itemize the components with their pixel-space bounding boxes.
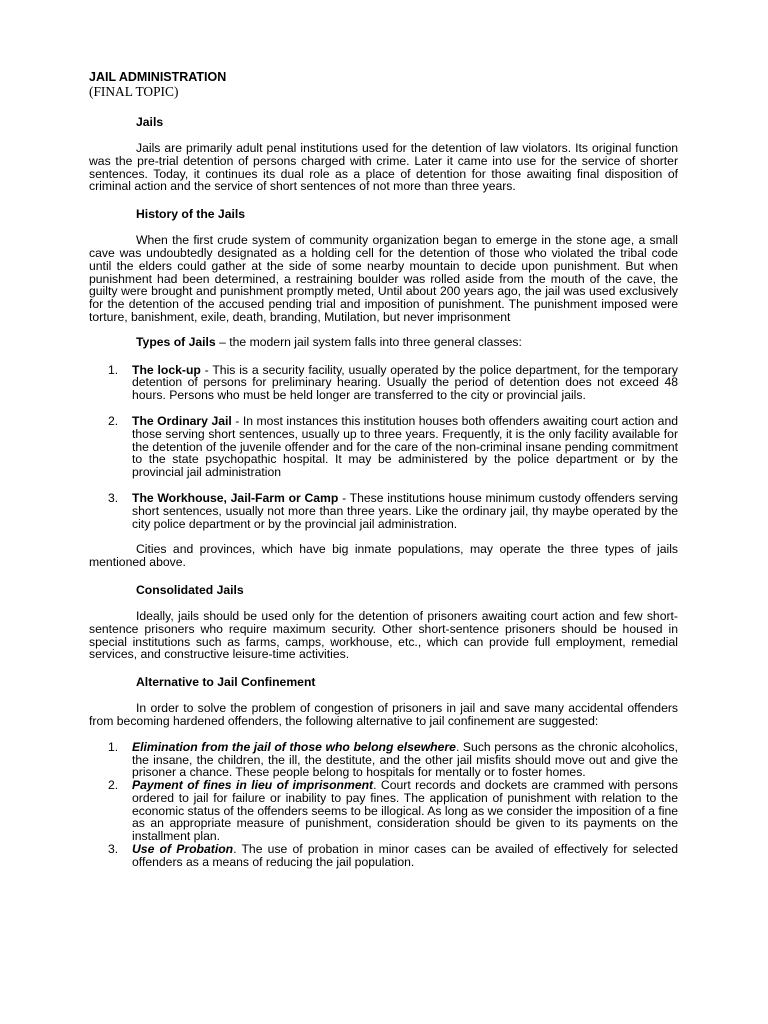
list-item-text: - These institutions house minimum custody offenders serving short sentences, usually not more than three years. Like the ordinary jail, thy maybe operated by the city police department or by the provincial jail administration. — [132, 490, 678, 531]
section-heading-history: History of the Jails — [136, 207, 246, 222]
list-item-term: The lock-up — [132, 362, 201, 377]
list-item-number: 3. — [108, 490, 119, 505]
list-item-term: The Ordinary Jail — [132, 413, 232, 428]
paragraph-alternative: In order to solve the problem of congestion of prisoners in jail and save many accidental offenders from becoming hardened offenders, the following alternative to jail confinement are suggested: — [89, 701, 678, 728]
alternatives-list — [89, 741, 678, 869]
list-item-number: 2. — [108, 413, 119, 428]
list-item-number: 1. — [108, 739, 119, 754]
list-item-term: The Workhouse, Jail-Farm or Camp — [132, 490, 339, 505]
paragraph-jails: Jails are primarily adult penal institutions used for the detention of law violators. Its original function was the pre-trial detention of persons charged with crime. Later it came into use for the service of shorter sentences. Today, it continues its dual role as a place of detention for those awaiting final disposition of criminal action and the service of short sentences of not more than three years. — [89, 141, 678, 194]
list-item — [89, 492, 678, 530]
types-intro-text: – the modern jail system falls into three general classes: — [215, 334, 522, 349]
paragraph-history: When the first crude system of community organization began to emerge in the stone age, a small cave was undoubtedly designated as a holding cell for the detention of those who violated the tribal code until the elders could gather at the side of some nearby mountain to decide upon punishment. But when punishment had been determined, a restraining boulder was rolled aside from the mouth of the cave, the guilty were brought and punishment promptly meted, Until about 200 years ago, the jail was used exclusively for the detention of the accused pending trial and imposition of punishment. The punishment imposed were torture, banishment, exile, death, branding, Mutilation, but never imprisonment — [89, 233, 678, 324]
types-intro — [136, 336, 678, 349]
list-item-term: Payment of fines in lieu of imprisonment — [132, 778, 374, 793]
list-item-text: . Such persons as the chronic alcoholics, the insane, the children, the ill, the destitute, and the other jail misfits should move out and give the prisoner a chance. These people belong to hospitals for mentally or to foster homes. — [132, 739, 678, 780]
list-item — [89, 779, 678, 843]
section-heading-jails: Jails — [136, 115, 164, 129]
paragraph-types-closing: Cities and provinces, which have big inmate populations, may operate the three types of jails mentioned above. — [89, 542, 678, 570]
list-item-text: - In most instances this institution houses both offenders awaiting court action and those serving short sentences, usually up to three years. Frequently, it is the only facility available for the detention of the juvenile offender and for the care of the non-criminal insane pending commitment to the state psychopathic hospital. It may be administered by the police department or by the provincial jail administration — [132, 413, 678, 480]
list-item — [89, 843, 678, 869]
list-item — [89, 415, 678, 479]
section-heading-alternative: Alternative to Jail Confinement — [136, 675, 316, 690]
section-heading-consolidated: Consolidated Jails — [136, 582, 244, 597]
list-item-number: 3. — [108, 842, 119, 857]
document-subtitle: (FINAL TOPIC) — [89, 84, 179, 99]
types-list — [89, 364, 678, 531]
document-title: JAIL ADMINISTRATION — [89, 70, 227, 84]
list-item — [89, 741, 678, 779]
list-item-term: Elimination from the jail of those who belong elsewhere — [132, 739, 456, 754]
list-item — [89, 364, 678, 402]
list-item-text: - This is a security facility, usually operated by the police department, for the temporary detention of persons for preliminary hearing. Usually the period of detention does not exceed 48 hours. Persons who must be held longer are transferred to the city or provincial jails. — [132, 362, 678, 403]
list-item-number: 2. — [108, 778, 119, 793]
paragraph-consolidated: Ideally, jails should be used only for the detention of prisoners awaiting court action and few short-sentence prisoners who require maximum security. Other short-sentence prisoners should be housed in special institutions such as farms, camps, workhouse, etc., which can provide full employment, remedial services, and constructive leisure-time activities. — [89, 608, 678, 662]
list-item-number: 1. — [108, 362, 119, 377]
types-intro-label: Types of Jails — [136, 334, 216, 349]
list-item-text: . The use of probation in minor cases can be availed of effectively for selected offenders as a means of reducing the jail population. — [132, 842, 678, 869]
list-item-term: Use of Probation — [132, 842, 234, 857]
list-item-text: . Court records and dockets are crammed with persons ordered to jail for failure or inability to pay fines. The application of punishment with relation to the economic status of the offenders seems to be illogical. As long as we consider the imposition of a fine as an appropriate measure of punishment, consideration should be given to its payments on the installment plan. — [132, 778, 678, 844]
